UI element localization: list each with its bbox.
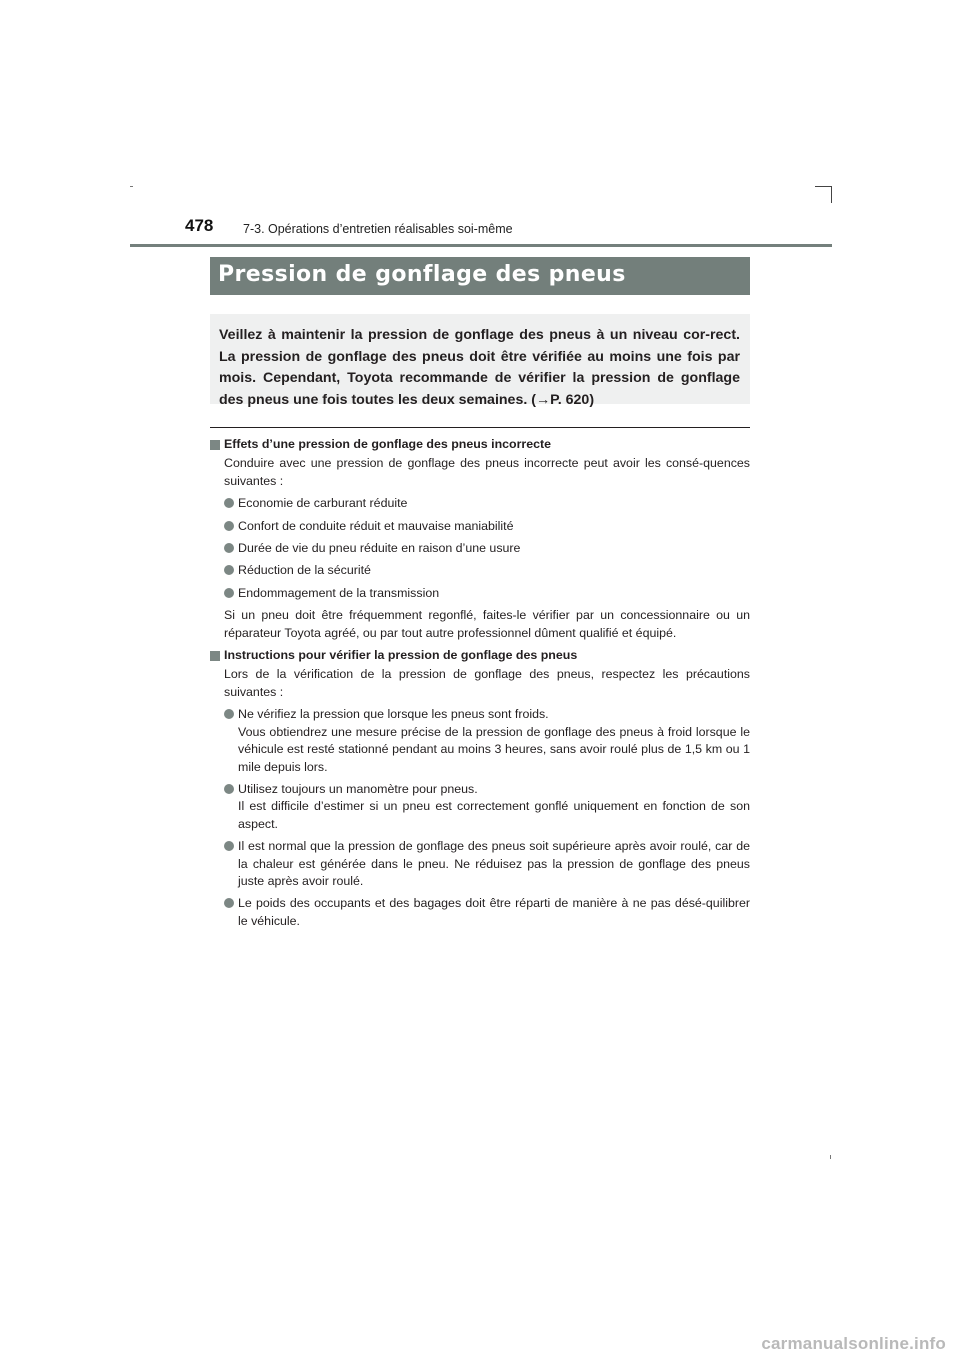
- section-intro: Conduire avec une pression de gonflage des pneus incorrecte peut avoir les consé-quences suivantes :: [224, 456, 750, 488]
- watermark: carmanualsonline.info: [761, 1334, 946, 1353]
- crop-mark-horizontal: [815, 186, 832, 187]
- round-bullet-icon: [224, 543, 234, 553]
- list-item: Réduction de la sécurité: [210, 562, 750, 579]
- content: [210, 436, 750, 935]
- round-bullet-icon: [224, 588, 234, 598]
- round-bullet-icon: [224, 841, 234, 851]
- crop-mark-dot: [130, 186, 133, 187]
- section-heading: Effets d’une pression de gonflage des pneus incorrecte: [210, 436, 750, 453]
- section-intro: Lors de la vérification de la pression de gonflage des pneus, respectez les précautions suivantes :: [224, 667, 750, 699]
- list-item: Le poids des occupants et des bagages doit être réparti de manière à ne pas désé-quilibrer le véhicule.: [210, 895, 750, 930]
- round-bullet-icon: [224, 898, 234, 908]
- list-item: Confort de conduite réduit et mauvaise maniabilité: [210, 518, 750, 535]
- intro-text: Veillez à maintenir la pression de gonflage des pneus à un niveau cor-rect. La pression de gonflage des pneus doit être vérifiée au moins une fois par mois. Cependant, Toyota recommande de vérifier la pression de gonflage des pneus une fois toutes les deux semaines. (→P. 620): [219, 327, 740, 409]
- square-bullet-icon: [210, 651, 220, 661]
- list-item: Ne vérifiez la pression que lorsque les pneus sont froids. Vous obtiendrez une mesure précise de la pression de gonflage des pneus à froid lorsque le véhicule est resté stationné pendant au moins 3 heures, sans avoir roulé plus de 1,5 km ou 1 mile depuis lors.: [210, 706, 750, 776]
- page-number: 478: [185, 216, 214, 235]
- list-item: Il est normal que la pression de gonflage des pneus soit supérieure après avoir roulé, car de la chaleur est générée dans le pneu. Ne réduisez pas la pression de gonflage des pneus juste après avoir roulé.: [210, 838, 750, 890]
- round-bullet-icon: [224, 498, 234, 508]
- intro-box: [210, 314, 750, 409]
- section-heading: Instructions pour vérifier la pression de gonflage des pneus: [210, 647, 750, 664]
- round-bullet-icon: [224, 521, 234, 531]
- page-title: Pression de gonflage des pneus: [210, 257, 750, 295]
- square-bullet-icon: [210, 440, 220, 450]
- round-bullet-icon: [224, 784, 234, 794]
- crop-mark-vertical: [831, 186, 832, 203]
- list-item: Utilisez toujours un manomètre pour pneus. Il est difficile d’estimer si un pneu est correctement gonflé uniquement en fonction de son aspect.: [210, 781, 750, 833]
- list-item: Durée de vie du pneu réduite en raison d’une usure: [210, 540, 750, 557]
- list-item: Economie de carburant réduite: [210, 495, 750, 512]
- section-outro: Si un pneu doit être fréquemment regonflé, faites-le vérifier par un concessionnaire ou un réparateur Toyota agréé, ou par tout autre professionnel dûment qualifié et équipé.: [224, 608, 750, 640]
- crop-mark-dot: [830, 1155, 831, 1159]
- list-item: Endommagement de la transmission: [210, 585, 750, 602]
- content-divider: [210, 427, 750, 428]
- section-label: 7-3. Opérations d’entretien réalisables soi-même: [243, 222, 513, 236]
- header-rule: [130, 244, 832, 247]
- round-bullet-icon: [224, 709, 234, 719]
- round-bullet-icon: [224, 565, 234, 575]
